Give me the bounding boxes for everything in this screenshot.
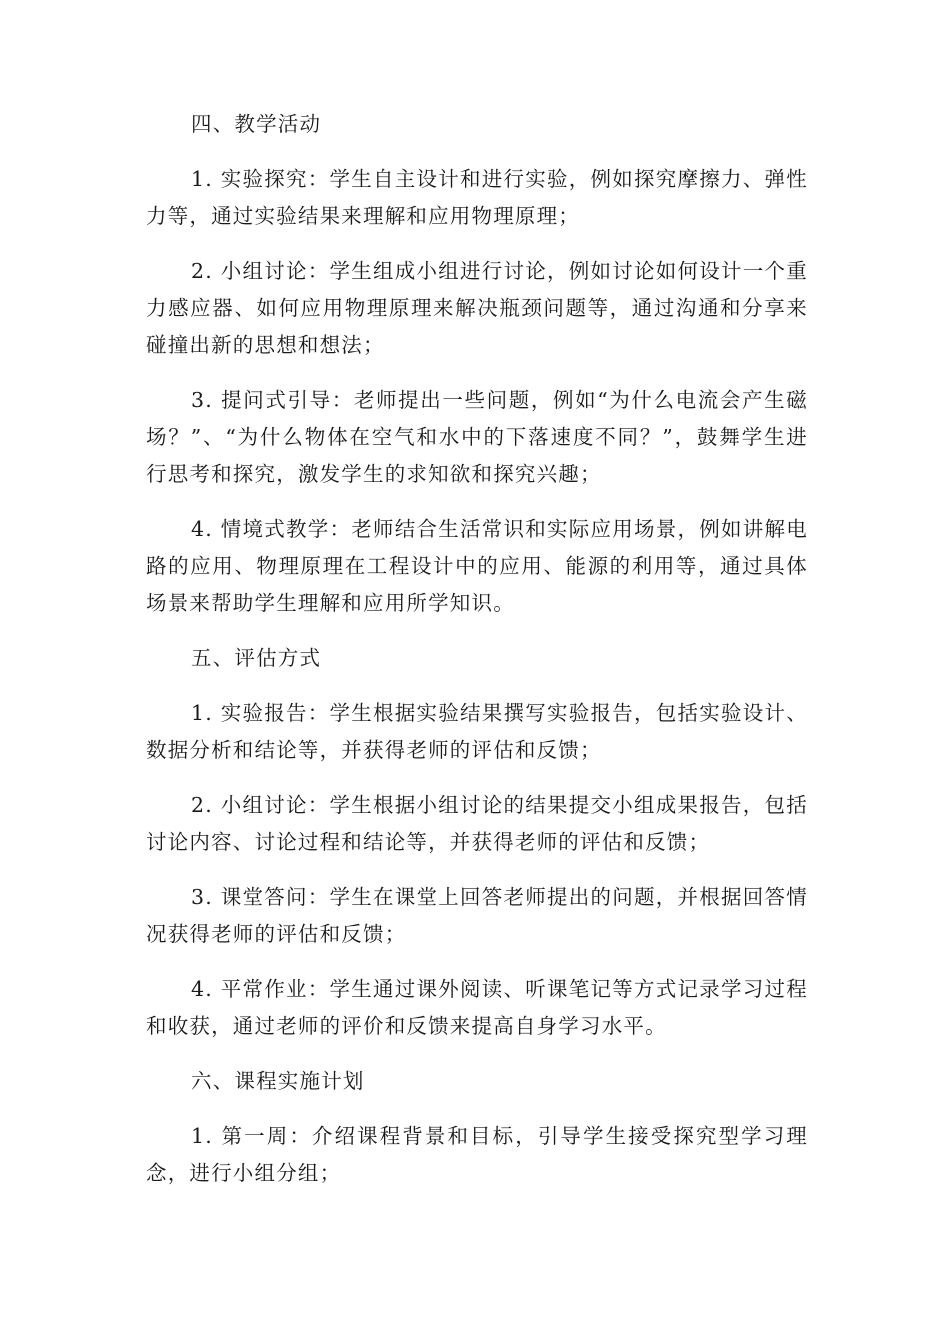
section-implementation-plan: [146, 1063, 808, 1192]
section-heading: 四、教学活动: [191, 112, 322, 136]
list-item: 1. 第一周：介绍课程背景和目标，引导学生接受探究型学习理念，进行小组分组；: [146, 1124, 808, 1185]
list-item: 1. 实验探究：学生自主设计和进行实验，例如探究摩擦力、弹性力等，通过实验结果来理解和应用物理原理；: [146, 167, 808, 228]
list-item: 2. 小组讨论：学生组成小组进行讨论，例如讨论如何设计一个重力感应器、如何应用物理原理来解决瓶颈问题等，通过沟通和分享来碰撞出新的思想和想法；: [146, 259, 808, 357]
list-item: 1. 实验报告：学生根据实验结果撰写实验报告，包括实验设计、数据分析和结论等，并获得老师的评估和反馈；: [146, 701, 808, 762]
section-heading: 五、评估方式: [191, 646, 322, 670]
list-item: 2. 小组讨论：学生根据小组讨论的结果提交小组成果报告，包括讨论内容、讨论过程和结论等，并获得老师的评估和反馈；: [146, 793, 808, 854]
list-item: 4. 情境式教学：老师结合生活常识和实际应用场景，例如讲解电路的应用、物理原理在工程设计中的应用、能源的利用等，通过具体场景来帮助学生理解和应用所学知识。: [146, 517, 808, 615]
section-heading: 六、课程实施计划: [191, 1069, 365, 1093]
document-body: [146, 106, 808, 1210]
section-teaching-activities: [146, 106, 808, 622]
list-item: 4. 平常作业：学生通过课外阅读、听课笔记等方式记录学习过程和收获，通过老师的评价和反馈来提高自身学习水平。: [146, 977, 808, 1038]
section-assessment-methods: [146, 640, 808, 1045]
list-item: 3. 课堂答问：学生在课堂上回答老师提出的问题，并根据回答情况获得老师的评估和反馈；: [146, 885, 808, 946]
list-item: 3. 提问式引导：老师提出一些问题，例如“为什么电流会产生磁场？”、“为什么物体在空气和水中的下落速度不同？”，鼓舞学生进行思考和探究，激发学生的求知欲和探究兴趣；: [146, 388, 808, 486]
